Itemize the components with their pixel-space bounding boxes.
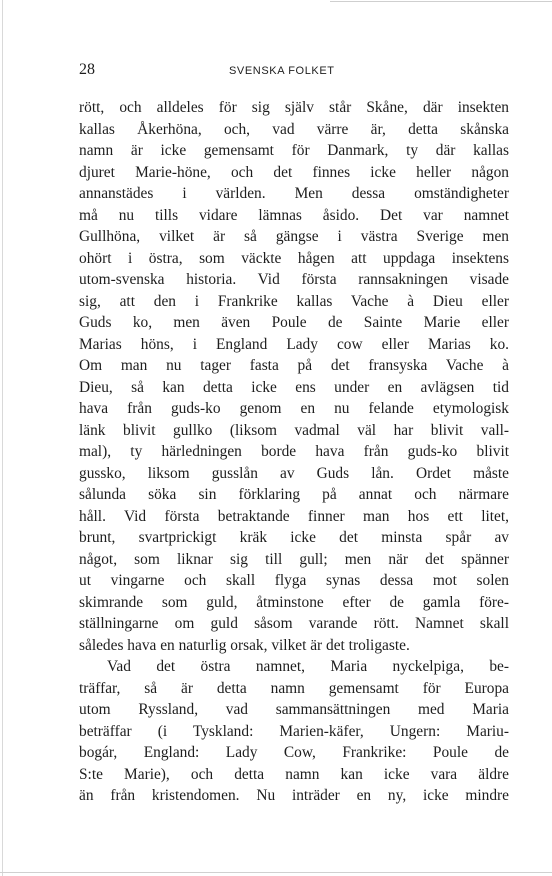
text-line: länk blivit gullko (liksom vadmal väl har blivit vall-: [79, 421, 509, 439]
text-line: Om man nu tager fasta på det fransyska Vache à: [79, 357, 509, 374]
text-line: Vad det östra namnet, Maria nyckelpiga, be-: [107, 658, 509, 675]
text-line: Marias höns, i England Lady cow eller Marias ko.: [79, 335, 509, 353]
text-line: något, som liknar sig till gull; men när det spänner: [79, 550, 509, 568]
text-line: utom Ryssland, vad sammansättningen med Maria: [79, 701, 509, 718]
text-line: må nu tills vidare lämnas åsido. Det var namnet: [79, 206, 509, 224]
text-line: ohört i östra, som väckte hågen att uppdaga insektens: [79, 249, 509, 267]
text-line: Dieu, så kan detta icke ens under en avlägsen tid: [79, 378, 509, 396]
page-edge-shadow: [2, 0, 3, 876]
text-line: ut vingarne och skall flyga synas dessa mot solen: [79, 572, 509, 589]
text-line: sig, att den i Frankrike kallas Vache à Dieu eller: [79, 292, 509, 310]
text-line: skimrande som guld, åtminstone efter de gamla före-: [79, 593, 509, 611]
top-edge-line: [330, 1, 552, 2]
text-line: S:te Marie), och detta namn kan icke vara äldre: [79, 765, 509, 783]
text-line: rött, och alldeles för sig själv står Skåne, där insekten: [79, 99, 509, 116]
text-line: hava från guds-ko genom en nu felande etymologisk: [79, 400, 509, 417]
text-line: annanstädes i världen. Men dessa omständigheter: [79, 185, 509, 202]
text-line: utom-svenska historia. Vid första rannsakningen visade: [79, 271, 509, 288]
page-header: [79, 61, 509, 85]
text-line: bogár, England: Lady Cow, Frankrike: Poule de: [79, 744, 509, 761]
text-line: Gullhöna, vilket är så gängse i västra Sverige men: [79, 228, 509, 245]
text-line: mal), ty härledningen borde hava från guds-ko blivit: [79, 443, 509, 460]
text-line: sålunda söka sin förklaring på annat och närmare: [79, 486, 509, 503]
text-line: beträffar (i Tyskland: Marien-käfer, Ungern: Mariu-: [79, 722, 509, 740]
body-text: [79, 97, 509, 807]
text-line: djuret Marie-höne, och det finnes icke heller någon: [79, 163, 509, 181]
text-line: Guds ko, men även Poule de Sainte Marie eller: [79, 314, 509, 331]
text-line: än från kristendomen. Nu inträder en ny, icke mindre: [79, 787, 509, 804]
text-line: kallas Åkerhöna, och, vad värre är, detta skånska: [79, 120, 509, 138]
text-line: träffar, så är detta namn gemensamt för Europa: [79, 679, 509, 697]
text-line: brunt, svartprickigt kräk icke det minsta spår av: [79, 529, 509, 546]
text-line: således hava en naturlig orsak, vilket är det troligaste.: [79, 636, 410, 654]
text-line: namn är icke gemensamt för Danmark, ty där kallas: [79, 142, 509, 159]
running-head: SVENSKA FOLKET: [229, 65, 335, 77]
text-line: ställningarne om guld såsom varande rött. Namnet skall: [79, 615, 509, 632]
text-line: håll. Vid första betraktande finner man hos ett litet,: [79, 507, 509, 525]
page-number: 28: [79, 61, 95, 78]
bottom-edge-line: [0, 872, 552, 873]
text-line: gussko, liksom gusslån av Guds lån. Ordet måste: [79, 464, 509, 482]
